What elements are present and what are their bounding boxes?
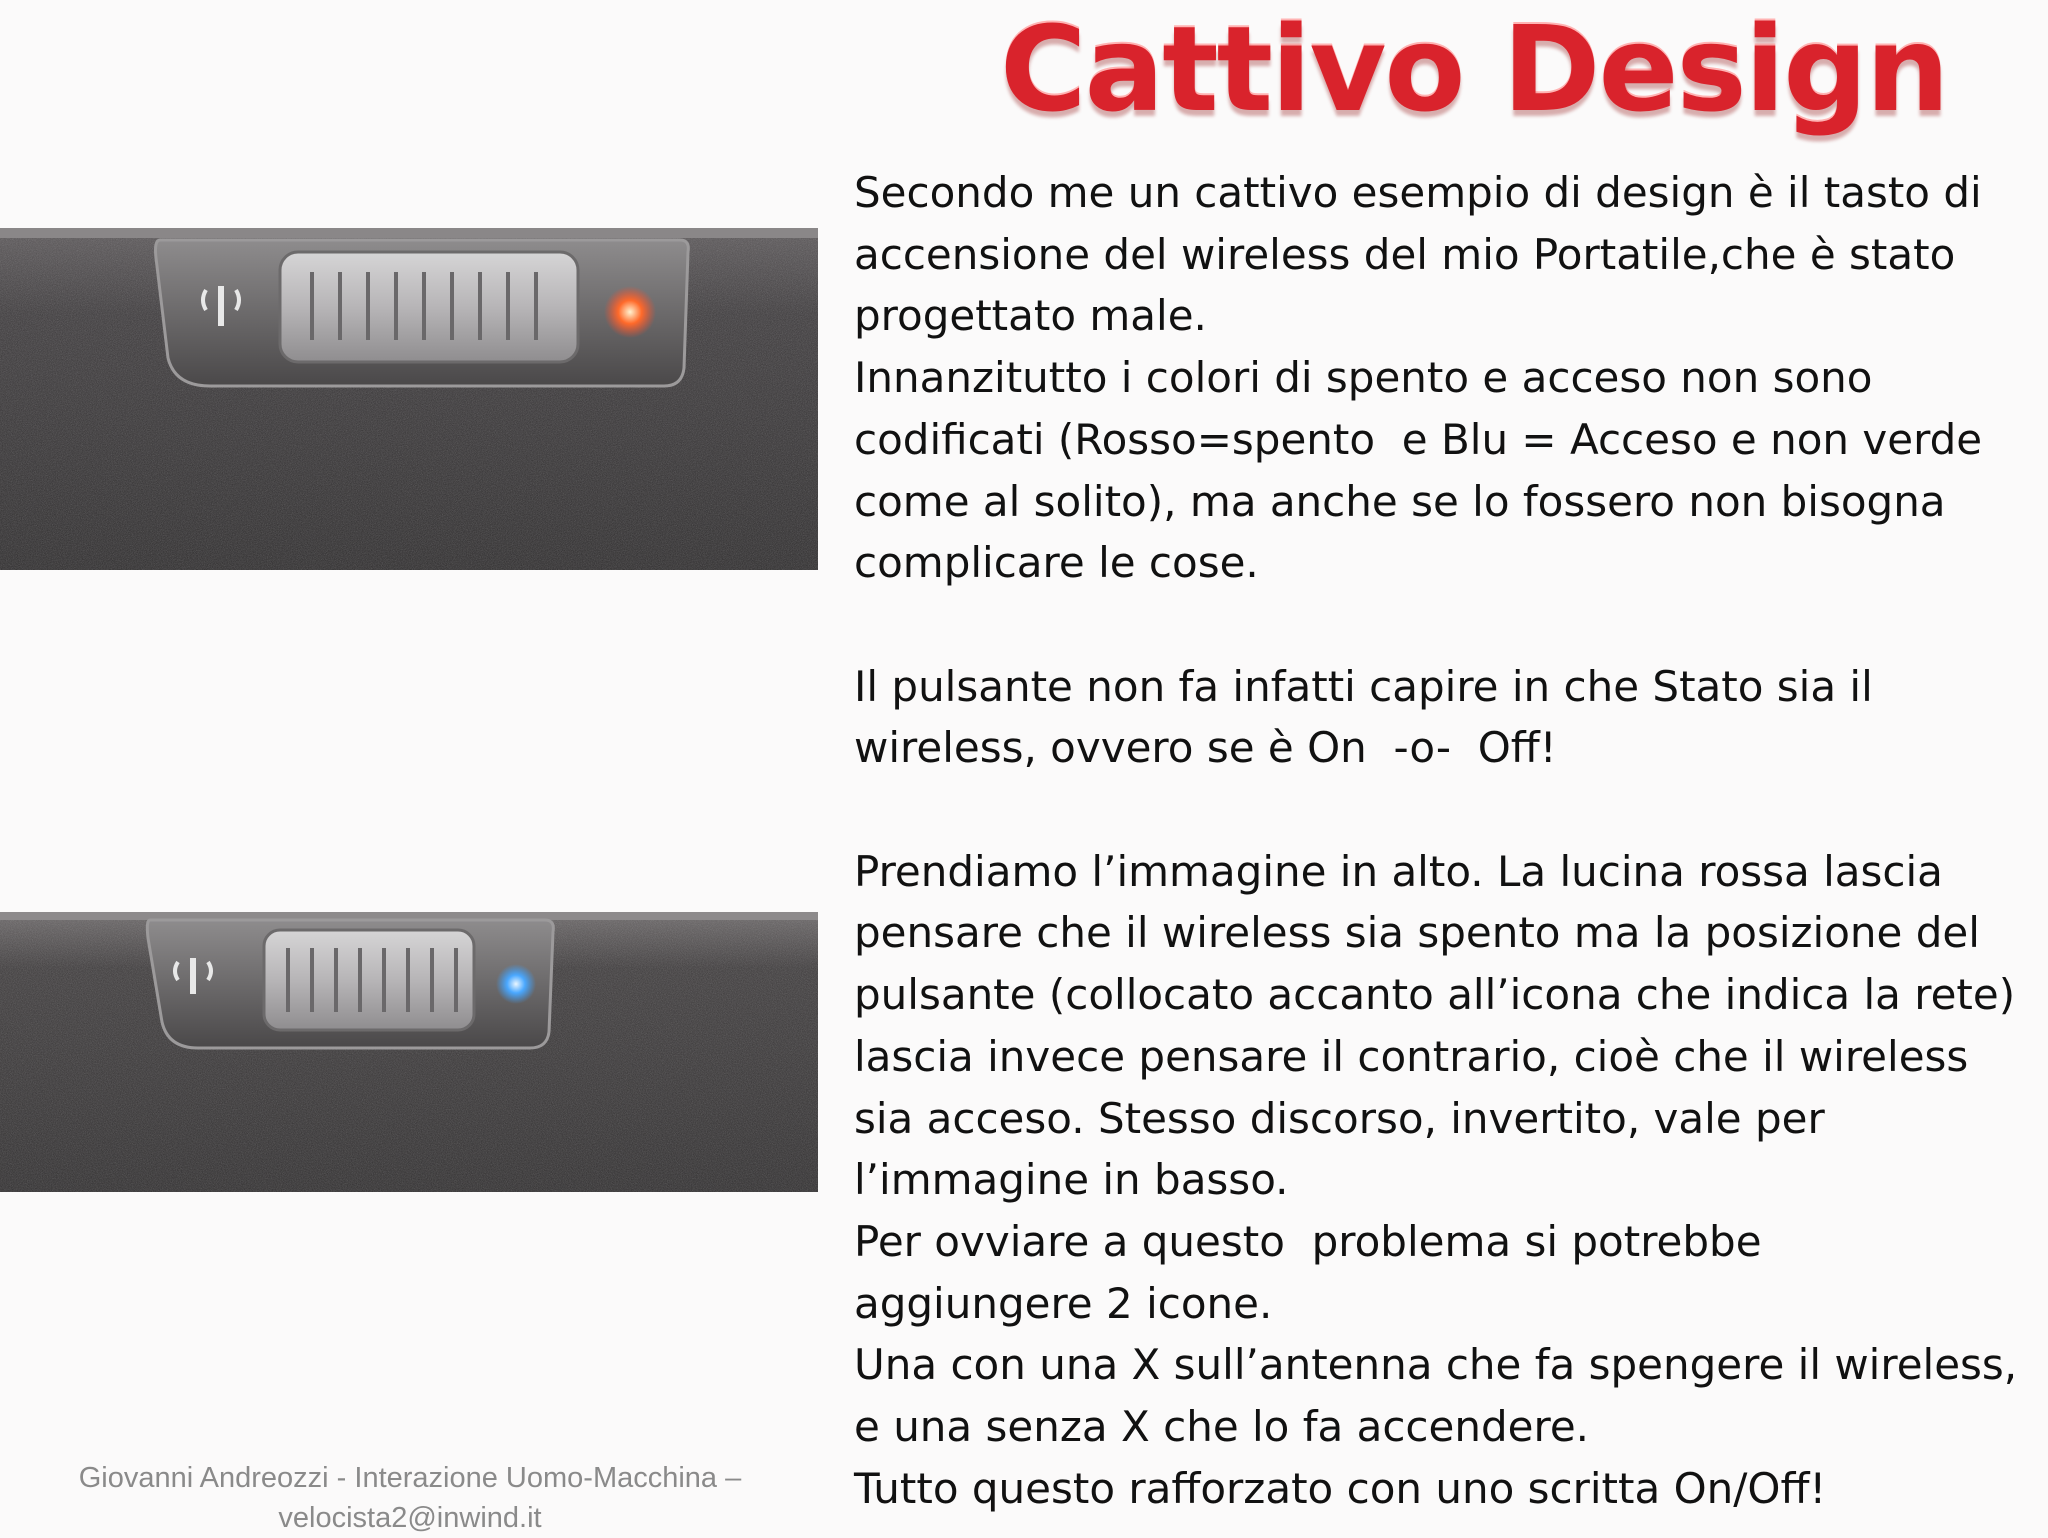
wireless-switch-photo-top <box>0 228 818 570</box>
footer-email: velocista2@inwind.it <box>278 1502 542 1534</box>
body-text <box>854 162 2024 1519</box>
led-red-indicator <box>604 286 656 338</box>
paragraph: Una con una X sull’antenna che fa spengere il wireless, e una senza X che lo fa accendere. <box>854 1340 2018 1452</box>
paragraph: Per ovviare a questo problema si potrebbe aggiungere 2 icone. <box>854 1216 1762 1328</box>
paragraph: Prendiamo l’immagine in alto. La lucina rossa lascia pensare che il wireless sia spento ma la posizione del pulsante (collocato accanto all’icona che indica la rete) lascia invece pensare il contrario, cioè che il wireless sia acceso. Stesso discorso, invertito, vale per l’immagine in basso. <box>854 846 2016 1205</box>
footer-author: Giovanni Andreozzi - Interazione Uomo-Macchina – <box>78 1462 742 1494</box>
paragraph: Innanzitutto i colori di spento e acceso non sono codificati (Rosso=spento e Blu = Acceso e non verde come al solito), ma anche se lo fossero non bisogna complicare le cose. <box>854 353 1983 588</box>
wireless-switch-photo-bottom <box>0 912 818 1192</box>
led-blue-indicator <box>496 964 536 1004</box>
slide-title: Cattivo Design <box>1000 0 1948 138</box>
footer <box>30 1458 790 1538</box>
paragraph: Il pulsante non fa infatti capire in che Stato sia il wireless, ovvero se è On -o- Off! <box>854 661 1873 773</box>
paragraph: Tutto questo rafforzato con uno scritta On/Off! <box>854 1463 1827 1513</box>
paragraph: Secondo me un cattivo esempio di design è il tasto di accensione del wireless del mio Portatile,che è stato progettato male. <box>854 168 1982 341</box>
